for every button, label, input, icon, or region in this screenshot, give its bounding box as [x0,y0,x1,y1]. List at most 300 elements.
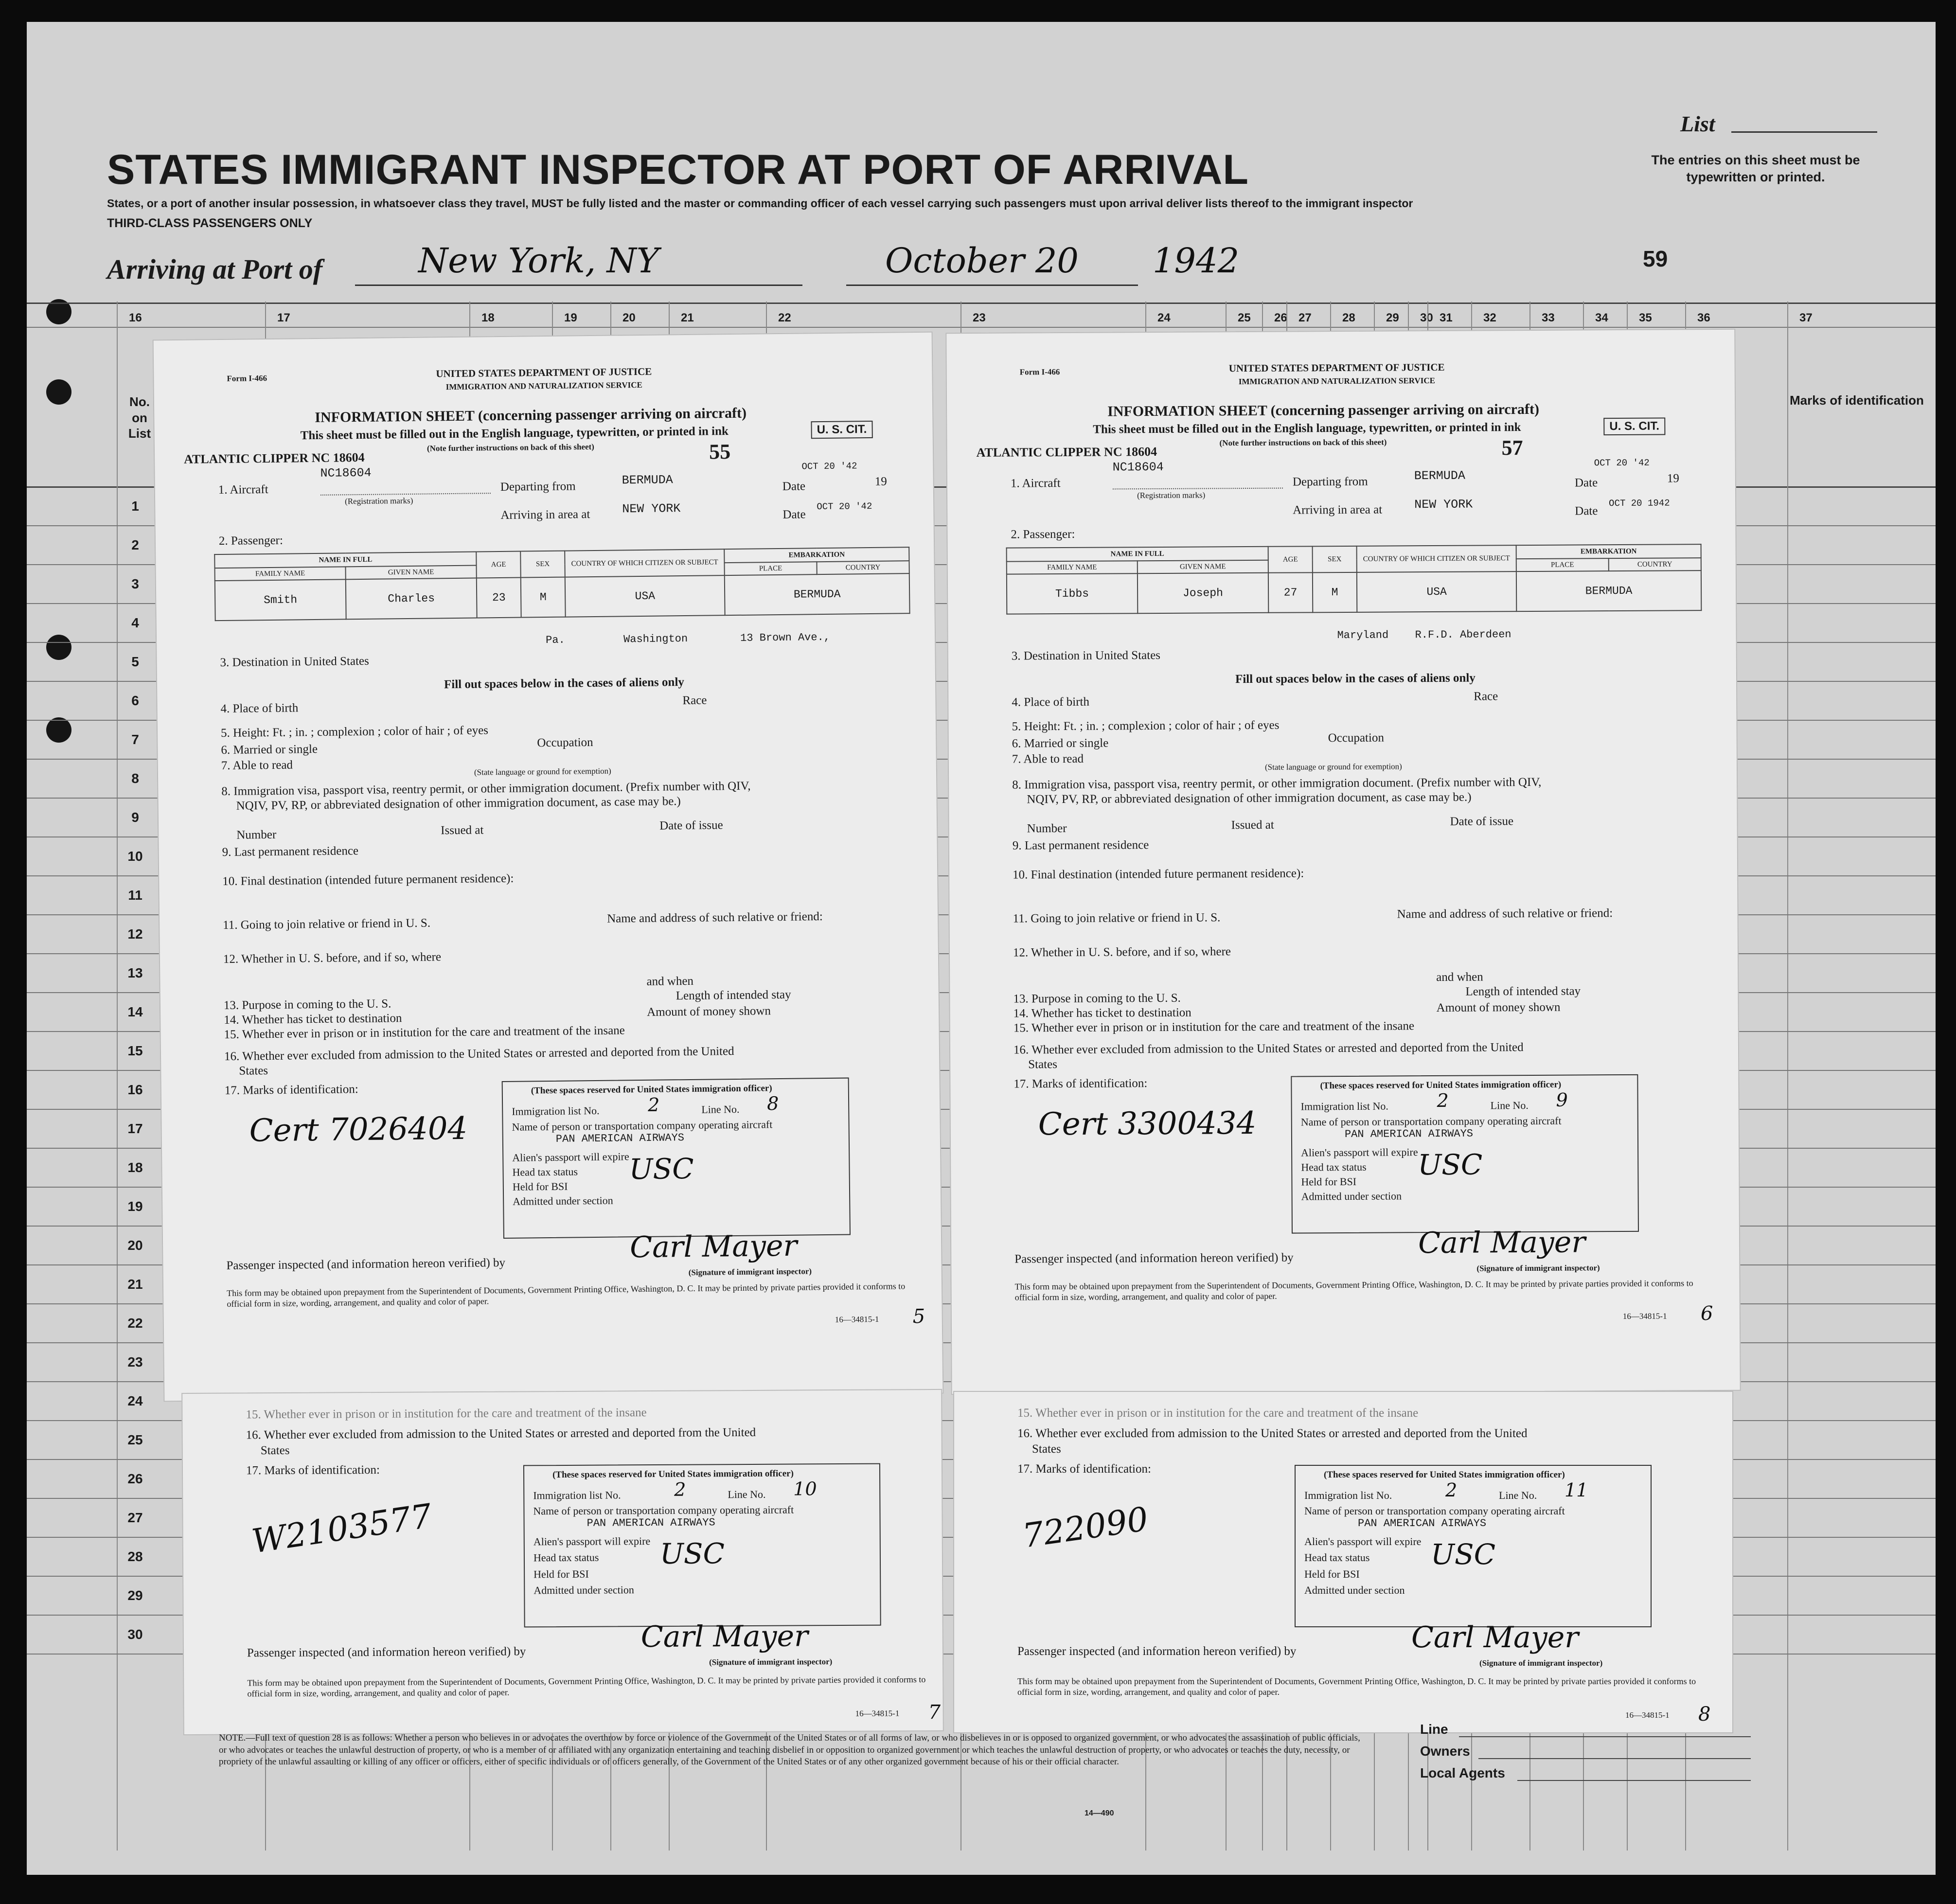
q16b-label: States [239,1064,268,1078]
corner-number: 8 [1698,1703,1711,1726]
sex-head: SEX [520,551,565,578]
departing-value: BERMUDA [622,473,673,488]
q5-label: 5. Height: Ft. ; in. ; complexion ; color of hair ; of eyes [1012,718,1280,733]
country-head: COUNTRY [817,561,909,574]
marks-value: Cert 3300434 [1038,1105,1257,1143]
inspector-signature: Carl Mayer [629,1228,798,1265]
date-stamp-2: OCT 20 '42 [817,500,872,513]
column-number: 17 [277,311,290,324]
row-number: 20 [127,1238,143,1253]
q9-label: 9. Last permanent residence [1012,838,1149,853]
operator-value: PAN AMERICAN AIRWAYS [555,1132,685,1145]
row-number: 3 [131,576,139,591]
form-footer: This form may be obtained upon prepayment from the Superintendent of Documents, Government Printing Office, Washington, D. C. It may be printed by private parties provided it conforms to official form in size, wording, arrangement, and quality and color of paper. [227,1281,906,1309]
row-number: 17 [127,1121,143,1136]
row-number: 28 [127,1549,143,1564]
footer-code: 16—34815-1 [1622,1311,1667,1321]
inspected-label: Passenger inspected (and information hereon verified) by [1014,1251,1294,1266]
length-stay-label: Length of intended stay [1465,984,1581,998]
row-number: 10 [127,849,143,864]
race-label: Race [1474,690,1498,703]
operator-label: Name of person or transportation company operating aircraft [533,1503,794,1517]
q3-label: 3. Destination in United States [220,654,369,670]
departing-label: Departing from [1292,475,1368,489]
passenger-label: 2. Passenger: [1011,527,1075,541]
departing-value: BERMUDA [1414,468,1465,483]
reg-marks-caption: (Registration marks) [345,496,413,506]
admitted-label: Admitted under section [513,1194,613,1208]
q7-label: 7. Able to read [221,758,293,773]
column-number: 21 [681,311,694,324]
q7-caption: (State language or ground for exemption) [1264,762,1402,772]
line-no-value: 11 [1565,1479,1588,1501]
q11b-label: Name and address of such relative or friend: [1397,907,1613,921]
information-sheet-lower-right [953,1391,1733,1733]
passport-exp-label: Alien's passport will expire [1301,1146,1418,1159]
operator-value: PAN AMERICAN AIRWAYS [587,1516,715,1530]
occupation-label: Occupation [1328,731,1384,745]
aircraft-label: 1. Aircraft [218,482,268,497]
row-number: 4 [131,615,139,630]
q3-label: 3. Destination in United States [1011,648,1161,663]
issued-at-label: Issued at [1231,818,1274,832]
race-label: Race [682,694,707,708]
bsi-label: Held for BSI [1304,1568,1360,1580]
row-number: 14 [127,1004,143,1019]
number-label: Number [1027,821,1067,836]
bsi-label: Held for BSI [533,1567,589,1581]
marks-value: Cert 7026404 [249,1110,468,1149]
occupation-label: Occupation [537,736,593,750]
column-number: 22 [778,311,791,324]
form-number: Form I-466 [1019,367,1060,377]
grid-top [27,303,1936,304]
q10-label: 10. Final destination (intended future permanent residence): [222,872,514,889]
list-no-label: Immigration list No. [1304,1489,1392,1501]
row-number: 6 [131,693,139,708]
line-no-label: Line No. [728,1488,766,1501]
row-number: 11 [128,888,142,903]
family-name: Smith [215,579,346,621]
citizen: USA [565,575,725,617]
issued-at-label: Issued at [441,823,484,837]
q15-label: 15. Whether ever in prison or in institution for the care and treatment of the insane [224,1024,625,1041]
dest-city: Washington [623,632,688,646]
note-code: 14—490 [1085,1809,1114,1817]
arriving-label: Arriving at Port of [107,253,323,285]
list-label: List [1680,111,1715,136]
column-number: 27 [1298,311,1312,324]
arriving-label: Arriving in area at [500,508,590,522]
column-number: 37 [1799,311,1813,324]
head-tax-label: Head tax status [533,1551,599,1564]
admitted-label: Admitted under section [533,1584,634,1597]
line-underline [1459,1736,1751,1737]
sex: M [521,577,566,618]
aircraft-reg: NC18604 [320,465,372,480]
embark-place: BERMUDA [725,573,910,615]
date-label-2: Date [1575,504,1598,518]
date-issue-label: Date of issue [659,819,723,833]
q8-label: 8. Immigration visa, passport visa, reentry permit, or other immigration document. (Prefix number with QIV, [221,779,751,799]
column-number: 29 [1386,311,1399,324]
q11-label: 11. Going to join relative or friend in U. S. [223,916,431,932]
information-sheet-57 [945,329,1741,1395]
form-title: INFORMATION SHEET (concerning passenger arriving on aircraft) [315,405,747,426]
age-head: AGE [476,552,521,578]
q4-label: 4. Place of birth [1012,695,1090,709]
q14-label: 14. Whether has ticket to destination [224,1012,402,1027]
q16b-label: States [1032,1442,1061,1456]
row-number: 18 [127,1160,143,1175]
ledger-title: STATES IMMIGRANT INSPECTOR AT PORT OF ARRIVAL [107,146,1249,193]
entries-note: The entries on this sheet must be typewritten or printed. [1651,153,1860,185]
owners-underline [1478,1758,1751,1759]
form-instr: This sheet must be filled out in the English language, typewritten, or printed in ink [1093,421,1521,436]
operator-label: Name of person or transportation company operating aircraft [512,1118,773,1133]
footer-code: 16—34815-1 [1625,1710,1670,1720]
bsi-label: Held for BSI [512,1180,568,1193]
given-name-head: GIVEN NAME [1138,560,1268,573]
family-name: Tibbs [1007,573,1138,614]
row-header: No. on List [128,394,151,441]
list-no-value: 2 [1437,1089,1449,1111]
q16-label: 16. Whether ever excluded from admission to the United States or arrested and deported from the United [246,1425,756,1442]
given-name: Joseph [1138,573,1269,613]
date-stamp: OCT 20 '42 [1594,457,1650,469]
date-label-2: Date [782,508,806,521]
reserved-caption: (These spaces reserved for United States immigration officer) [1324,1470,1565,1480]
list-no-label: Immigration list No. [1300,1100,1388,1113]
page-number: 59 [1643,246,1668,271]
line-no-label: Line No. [701,1103,740,1116]
money-label: Amount of money shown [1436,1000,1561,1015]
row-number: 21 [127,1277,143,1292]
arriving-port: New York, NY [418,241,659,281]
reserved-caption: (These spaces reserved for United States immigration officer) [531,1083,772,1096]
signature-caption: (Signature of immigrant inspector) [1479,1658,1603,1668]
aircraft-line [1113,488,1283,490]
column-number: 24 [1157,311,1171,324]
q5-label: 5. Height: Ft. ; in. ; complexion ; color of hair ; of eyes [220,724,489,740]
q13-label: 13. Purpose in coming to the U. S. [1013,991,1181,1006]
length-stay-label: Length of intended stay [676,988,791,1003]
row-number: 27 [127,1510,143,1525]
column-number: 19 [564,311,577,324]
and-when-label: and when [1436,970,1483,984]
citizen-head: COUNTRY OF WHICH CITIZEN OR SUBJECT [565,549,724,577]
q12-label: 12. Whether in U. S. before, and if so, where [223,950,442,966]
information-sheet-55 [153,332,944,1402]
date-stamp-2: OCT 20 1942 [1609,498,1670,509]
reserved-caption: (These spaces reserved for United States immigration officer) [552,1468,794,1480]
row-number: 29 [127,1588,143,1603]
place-head: PLACE [725,562,817,575]
q16b-label: States [260,1443,290,1458]
q9-label: 9. Last permanent residence [222,844,359,859]
list-no-value: 2 [647,1094,660,1116]
q16b-label: States [1028,1058,1057,1071]
aircraft-line [320,493,491,496]
age: 23 [477,578,521,618]
q11-label: 11. Going to join relative or friend in U. S. [1013,911,1221,925]
aliens-only: Fill out spaces below in the cases of aliens only [1235,671,1476,686]
footer-line: Line [1420,1722,1448,1737]
inspected-label: Passenger inspected (and information hereon verified) by [1017,1645,1297,1658]
information-sheet-lower-left [181,1389,944,1735]
row-number: 7 [131,732,139,747]
arriving-label: Arriving in area at [1293,503,1383,517]
q6-label: 6. Married or single [1012,736,1109,750]
row-number: 13 [127,965,143,980]
column-number: 34 [1595,311,1608,324]
money-label: Amount of money shown [647,1004,771,1019]
arriving-year: 1942 [1153,241,1240,281]
age-head: AGE [1268,546,1313,572]
q13-label: 13. Purpose in coming to the U. S. [223,997,391,1012]
punch-hole-2 [46,379,71,405]
passenger-table [214,547,910,621]
aircraft-reg: NC18604 [1112,460,1164,475]
row-number: 1 [131,498,139,514]
dest-street: 13 Brown Ave., [740,631,831,644]
list-no-value: 2 [674,1478,686,1500]
admitted-label: Admitted under section [1301,1190,1402,1203]
us-cit-stamp: U. S. CIT. [811,421,872,439]
head-tax-value: USC [659,1537,725,1570]
head-tax-value: USC [629,1152,694,1186]
q15-label: 15. Whether ever in prison or in institution for the care and treatment of the insane [246,1406,647,1422]
q17-label: 17. Marks of identification: [1017,1462,1151,1476]
column-number: 28 [1342,311,1355,324]
arriving-date: October 20 [885,241,1079,281]
corner-number: 6 [1700,1302,1713,1325]
q14-label: 14. Whether has ticket to destination [1013,1006,1191,1020]
arriving-value: NEW YORK [622,501,681,516]
footer-code: 16—34815-1 [835,1314,879,1324]
dest-city: R.F.D. Aberdeen [1415,628,1511,641]
agents-underline [1517,1780,1751,1781]
date-stamp: OCT 20 '42 [801,461,857,472]
line-no-label: Line No. [1499,1489,1537,1501]
column-number: 25 [1238,311,1251,324]
q16-label: 16. Whether ever excluded from admission to the United States or arrested and deported from the United [224,1045,734,1063]
form-instr-note: (Note further instructions on back of this sheet) [1219,437,1387,448]
operator-value: PAN AMERICAN AIRWAYS [1344,1127,1474,1140]
punch-hole-4 [46,717,71,743]
column-number: 31 [1440,311,1453,324]
form-footer: This form may be obtained upon prepayment from the Superintendent of Documents, Government Printing Office, Washington, D. C. It may be printed by private parties provided it conforms to official form in size, wording, arrangement, and quality and color of paper. [1017,1676,1696,1697]
head-tax-label: Head tax status [1304,1551,1370,1564]
inspector-signature: Carl Mayer [1411,1620,1579,1655]
footer-code: 16—34815-1 [855,1708,900,1718]
aliens-only: Fill out spaces below in the cases of aliens only [444,676,684,692]
operator-label: Name of person or transportation company operating aircraft [1300,1114,1562,1128]
arriving-value: NEW YORK [1414,497,1473,512]
sex: M [1313,572,1357,612]
country-head: COUNTRY [1609,558,1701,571]
operator-value: PAN AMERICAN AIRWAYS [1358,1517,1487,1530]
column-divider [1787,302,1788,1851]
citizen: USA [1357,571,1516,612]
footer-agents: Local Agents [1420,1765,1505,1780]
date-label: Date [782,480,806,493]
passenger-table [1006,544,1702,614]
clipper-name: ATLANTIC CLIPPER NC 18604 [184,450,365,466]
given-name-head: GIVEN NAME [345,566,477,580]
marks-id-header: Marks of identification [1790,393,1924,408]
reserved-caption: (These spaces reserved for United States immigration officer) [1320,1079,1562,1091]
signature-caption: (Signature of immigrant inspector) [1476,1263,1600,1273]
line-no-value: 10 [793,1478,817,1500]
line-no-label: Line No. [1490,1099,1529,1112]
passport-exp-label: Alien's passport will expire [1304,1535,1422,1548]
head-tax-value: USC [1418,1148,1483,1182]
corner-number: 5 [912,1305,925,1328]
sex-head: SEX [1313,546,1357,572]
footer-owners: Owners [1420,1744,1470,1759]
row-number: 15 [127,1043,143,1058]
ledger-subtitle: States, or a port of another insular possession, in whatsoever class they travel, MUST be fully listed and the master or commanding officer of each vessel carrying such passengers must upon arrival deliver lists thereof to the immigrant inspector [107,197,1413,210]
operator-label: Name of person or transportation company operating aircraft [1304,1505,1565,1517]
column-divider [117,302,118,1851]
passport-exp-label: Alien's passport will expire [533,1535,651,1548]
date-underline [846,285,1138,286]
date-label: Date [1574,476,1598,490]
head-tax-value: USC [1431,1538,1495,1571]
embark-place: BERMUDA [1516,570,1701,611]
age: 27 [1268,572,1313,612]
date-year: 19 [1667,472,1679,485]
date-year: 19 [874,475,887,488]
signature-caption: (Signature of immigrant inspector) [709,1657,833,1667]
given-name: Charles [346,578,477,620]
form-footer: This form may be obtained upon prepayment from the Superintendent of Documents, Government Printing Office, Washington, D. C. It may be printed by private parties provided it conforms to official form in size, wording, arrangement, and quality and color of paper. [247,1674,926,1698]
form-title: INFORMATION SHEET (concerning passenger arriving on aircraft) [1107,401,1539,420]
dest-state: Pa. [545,634,565,647]
sheet-number: 55 [709,440,731,464]
row-number: 30 [127,1627,143,1642]
q17-label: 17. Marks of identification: [246,1463,380,1477]
q16-label: 16. Whether ever excluded from admission to the United States or arrested and deported from the United [1013,1041,1524,1057]
form-service: IMMIGRATION AND NATURALIZATION SERVICE [1238,375,1436,387]
q10-label: 10. Final destination (intended future permanent residence): [1013,867,1304,882]
form-service: IMMIGRATION AND NATURALIZATION SERVICE [445,380,642,392]
q8-label: 8. Immigration visa, passport visa, reentry permit, or other immigration document. (Prefix number with QIV, [1012,775,1542,792]
bsi-label: Held for BSI [1301,1175,1357,1188]
q17-label: 17. Marks of identification: [1014,1077,1148,1091]
marks-value: 722090 [1020,1500,1151,1556]
column-number: 36 [1697,311,1710,324]
q12-label: 12. Whether in U. S. before, and if so, where [1013,945,1231,960]
column-number: 20 [622,311,636,324]
q6-label: 6. Married or single [221,742,318,757]
corner-number: 7 [928,1701,941,1724]
port-underline [355,285,802,286]
row-number: 5 [131,654,139,669]
row-number: 12 [127,926,143,942]
punch-hole-3 [46,635,71,660]
and-when-label: and when [646,974,694,988]
inspected-label: Passenger inspected (and information hereon verified) by [226,1256,506,1272]
passenger-label: 2. Passenger: [218,534,284,548]
inspector-signature: Carl Mayer [1418,1225,1586,1261]
list-no-value: 2 [1445,1479,1458,1501]
citizen-head: COUNTRY OF WHICH CITIZEN OR SUBJECT [1357,545,1516,572]
form-instr: This sheet must be filled out in the English language, typewritten, or printed in ink [300,425,729,443]
q8b-label: NQIV, PV, RP, or abbreviated designation of other immigration document, as case may be.) [236,795,681,813]
q7-label: 7. Able to read [1012,752,1084,766]
aircraft-label: 1. Aircraft [1010,477,1061,490]
list-no-label: Immigration list No. [512,1104,600,1118]
row-number: 9 [131,810,139,825]
column-number: 35 [1639,311,1652,324]
q15-label: 15. Whether ever in prison or in institution for the care and treatment of the insane [1013,1019,1415,1035]
column-number: 33 [1542,311,1555,324]
row-number: 19 [127,1199,143,1214]
column-number: 23 [973,311,986,324]
row-number: 23 [127,1354,143,1370]
row-number: 8 [131,771,139,786]
grid-head-bottom [27,327,1936,328]
row-number: 2 [131,537,139,552]
marks-value: W2103577 [249,1496,435,1561]
row-number: 16 [127,1082,143,1097]
number-label: Number [236,828,277,842]
column-number: 32 [1483,311,1496,324]
admitted-label: Admitted under section [1304,1584,1405,1596]
passport-exp-label: Alien's passport will expire [512,1150,629,1164]
column-number: 16 [129,311,142,324]
reg-marks-caption: (Registration marks) [1137,490,1206,500]
form-footer: This form may be obtained upon prepayment from the Superintendent of Documents, Government Printing Office, Washington, D. C. It may be printed by private parties provided it conforms to official form in size, wording, arrangement, and quality and color of paper. [1014,1278,1693,1302]
date-issue-label: Date of issue [1450,815,1514,828]
form-dept: UNITED STATES DEPARTMENT OF JUSTICE [436,365,652,380]
q8b-label: NQIV, PV, RP, or abbreviated designation of other immigration document, as case may be.) [1027,790,1472,806]
name-in-full-head: NAME IN FULL [214,552,476,569]
column-number: 18 [481,311,495,324]
embarkation-head: EMBARKATION [724,547,909,563]
q16-label: 16. Whether ever excluded from admission to the United States or arrested and deported from the United [1017,1427,1528,1440]
embarkation-head: EMBARKATION [1516,544,1701,559]
q15-label: 15. Whether ever in prison or in institution for the care and treatment of the insane [1017,1406,1419,1420]
row-number: 25 [127,1432,143,1447]
family-name-head: FAMILY NAME [215,567,346,581]
q4-label: 4. Place of birth [220,701,299,716]
us-cit-stamp: U. S. CIT. [1603,418,1665,436]
column-number: 30 [1420,311,1433,324]
form-instr-note: (Note further instructions on back of this sheet) [427,442,594,453]
row-number: 26 [127,1471,143,1486]
form-number: Form I-466 [227,373,267,383]
ledger-note: NOTE.—Full text of question 28 is as follows: Whether a person who believes in or advocates the overthrow by force or violence of the Government of the United States or of all forms of law, or who disbelieves in or is opposed to organized government, or who advocates the assassination of public officials, or who advocates or teaches the unlawful destruction of property, or who is a member of or affiliated with any organization entertaining and teaching disbelief in or opposition to organized government or which teaches the unlawful destruction of property, or who advocates or teaches the duty, necessity, or propriety of the unlawful assaulting or killing of any officer or officers, either of specific individuals or of officers generally, of the Government of the United States or of any other organized government because of his or their official character. [219,1733,1360,1767]
row-number: 24 [127,1393,143,1408]
row-number: 22 [127,1316,143,1331]
signature-caption: (Signature of immigrant inspector) [688,1266,812,1278]
head-tax-label: Head tax status [1301,1160,1367,1174]
name-in-full-head: NAME IN FULL [1007,547,1268,562]
dest-state: Maryland [1337,629,1389,642]
inspector-signature: Carl Mayer [640,1619,808,1655]
head-tax-label: Head tax status [512,1165,578,1178]
departing-label: Departing from [500,480,576,494]
q17-label: 17. Marks of identification: [224,1083,358,1097]
line-no-value: 8 [766,1093,779,1115]
list-line [1731,131,1877,133]
sheet-number: 57 [1501,436,1523,460]
column-number: 26 [1274,311,1287,324]
line-no-value: 9 [1556,1089,1568,1111]
